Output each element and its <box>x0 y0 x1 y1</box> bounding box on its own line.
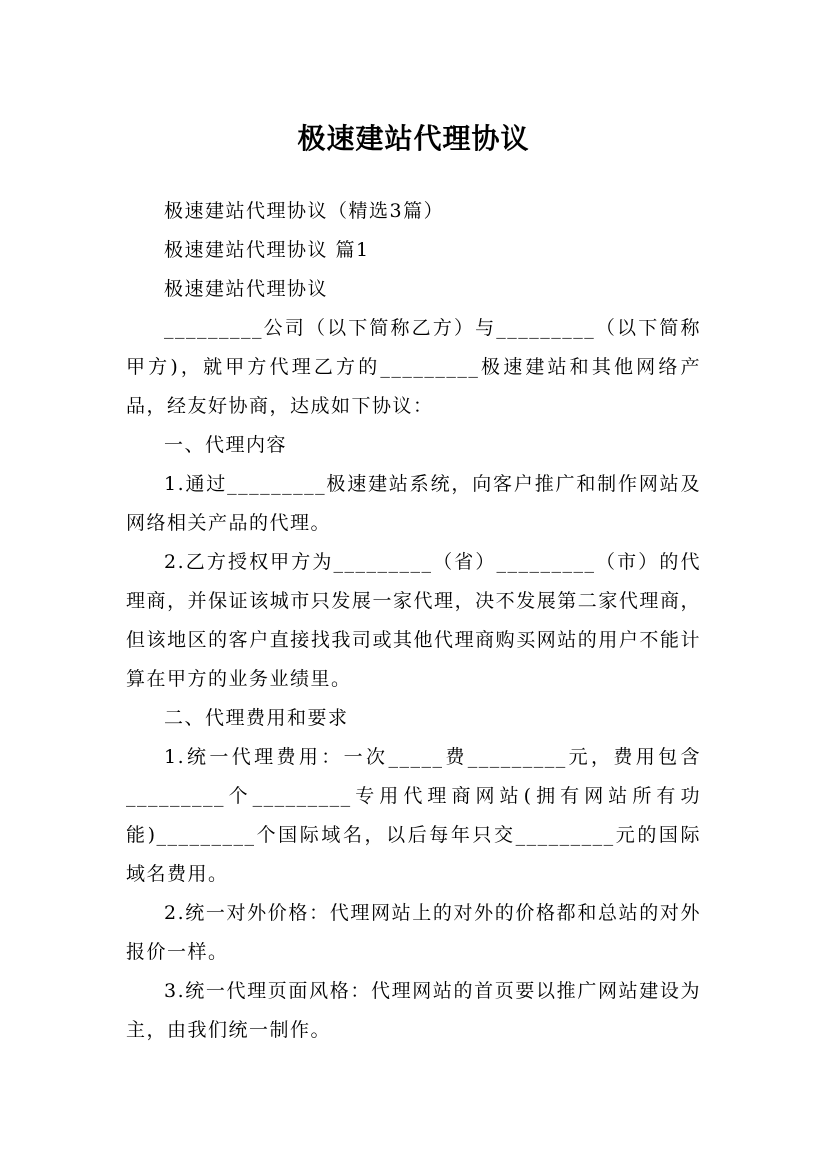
section-heading-fees: 二、代理费用和要求 <box>164 707 349 729</box>
clause-2-3: 3.统一代理页面风格：代理网站的首页要以推广网站建设为主，由我们统一制作。 <box>126 980 701 1041</box>
clause-2-1: 1.统一代理费用：一次_____费_________元，费用包含_________个_________专用代理商网站(拥有网站所有功能)_________个国际域名，以后每年只交_________元的国际域名费用。 <box>126 746 701 885</box>
section-heading-content: 一、代理内容 <box>164 434 288 456</box>
paragraph-agreement-name: 极速建站代理协议 <box>164 278 329 300</box>
paragraph-parties: _________公司（以下简称乙方）与_________（以下简称甲方)，就甲方代理乙方的_________极速建站和其他网络产品，经友好协商，达成如下协议： <box>126 317 701 417</box>
clause-1-2: 2.乙方授权甲方为_________（省）_________（市）的代理商，并保证该城市只发展一家代理，决不发展第二家代理商，但该地区的客户直接找我司或其他代理商购买网站的用户不能计算在甲方的业务业绩里。 <box>126 551 701 690</box>
document-body <box>126 192 701 1050</box>
paragraph-part-heading: 极速建站代理协议 篇1 <box>164 239 370 261</box>
paragraph-intro: 极速建站代理协议（精选3篇） <box>164 200 445 222</box>
document-title: 极速建站代理协议 <box>297 121 530 155</box>
clause-2-2: 2.统一对外价格：代理网站上的对外的价格都和总站的对外报价一样。 <box>126 902 701 963</box>
clause-1-1: 1.通过_________极速建站系统，向客户推广和制作网站及网络相关产品的代理。 <box>126 473 701 534</box>
